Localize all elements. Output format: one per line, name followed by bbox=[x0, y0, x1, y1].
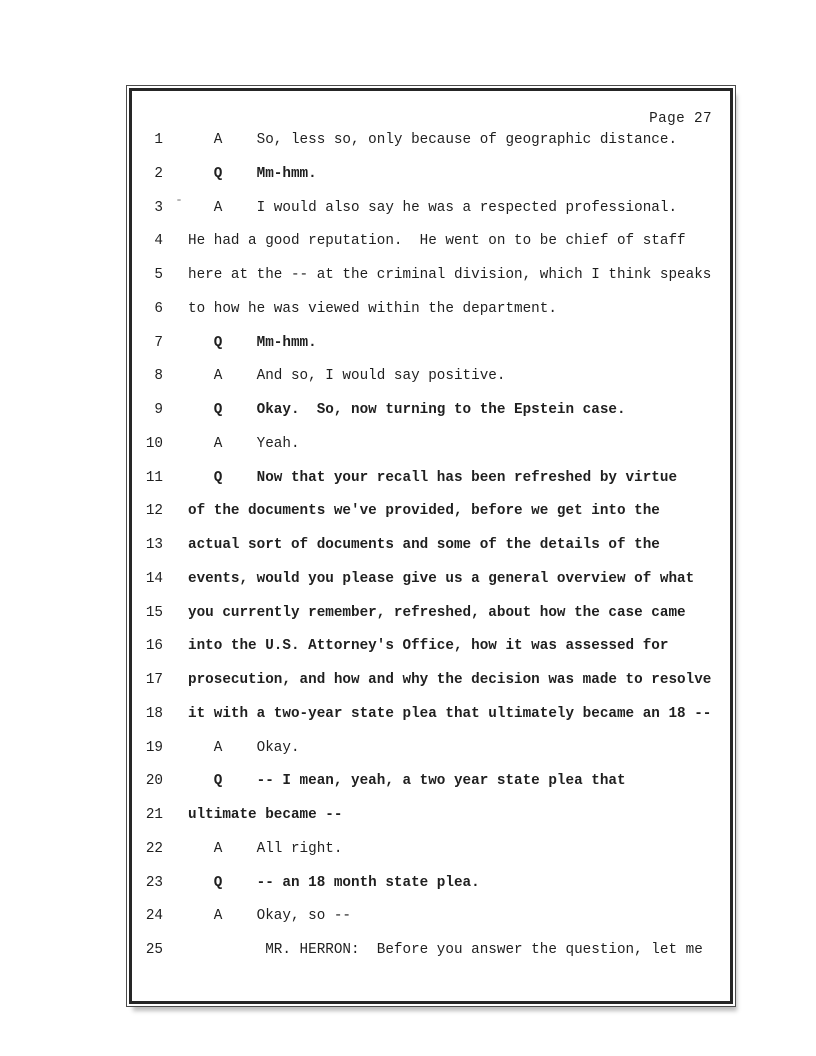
line-number: 16 bbox=[145, 638, 163, 655]
line-number: 23 bbox=[145, 874, 163, 891]
line-number: 6 bbox=[154, 300, 163, 317]
transcript-line bbox=[132, 606, 730, 640]
line-text: MR. HERRON: Before you answer the question, let me bbox=[188, 942, 703, 958]
line-number: 17 bbox=[145, 672, 163, 688]
page-number-header: Page 27 bbox=[649, 111, 712, 127]
line-text: Q Mm-hmm. bbox=[188, 334, 317, 351]
line-number: 22 bbox=[145, 840, 163, 857]
line-number: 9 bbox=[154, 402, 163, 418]
line-number: 11 bbox=[145, 469, 163, 486]
transcript-line bbox=[132, 774, 730, 808]
transcript-line bbox=[132, 876, 730, 910]
transcript-line bbox=[132, 538, 730, 572]
transcript-line bbox=[132, 268, 730, 302]
transcript-line bbox=[132, 741, 730, 775]
line-text: ultimate became -- bbox=[188, 807, 343, 823]
transcript-lines bbox=[132, 133, 730, 977]
line-number: 3 bbox=[154, 199, 163, 216]
line-text: here at the -- at the criminal division, which I think speaks bbox=[188, 267, 712, 283]
transcript-line bbox=[132, 234, 730, 268]
transcript-line bbox=[132, 808, 730, 842]
line-text: it with a two-year state plea that ultimately became an 18 -- bbox=[188, 705, 712, 722]
transcript-line bbox=[132, 133, 730, 167]
line-text: Q -- I mean, yeah, a two year state plea that bbox=[188, 773, 626, 790]
transcript-line bbox=[132, 302, 730, 336]
transcript-line bbox=[132, 639, 730, 673]
transcript-line bbox=[132, 471, 730, 505]
transcript-line bbox=[132, 369, 730, 403]
line-number: 15 bbox=[145, 604, 163, 621]
transcript-line bbox=[132, 673, 730, 707]
line-text: A All right. bbox=[188, 840, 343, 857]
line-text: He had a good reputation. He went on to be chief of staff bbox=[188, 233, 686, 250]
line-text: actual sort of documents and some of the details of the bbox=[188, 537, 660, 553]
transcript-page bbox=[129, 88, 733, 1004]
line-text: events, would you please give us a general overview of what bbox=[188, 570, 695, 587]
transcript-line bbox=[132, 707, 730, 741]
line-number: 13 bbox=[145, 537, 163, 553]
line-number: 10 bbox=[145, 435, 163, 452]
line-number: 21 bbox=[145, 807, 163, 823]
line-text: Q Okay. So, now turning to the Epstein case. bbox=[188, 402, 626, 418]
line-number: 5 bbox=[154, 267, 163, 283]
line-number: 18 bbox=[145, 705, 163, 722]
transcript-line bbox=[132, 842, 730, 876]
transcript-line bbox=[132, 167, 730, 201]
line-text: Q Mm-hmm. bbox=[188, 165, 317, 182]
line-text: prosecution, and how and why the decision was made to resolve bbox=[188, 672, 712, 688]
line-text: A Okay, so -- bbox=[188, 908, 352, 925]
transcript-line bbox=[132, 403, 730, 437]
line-text: A Okay. bbox=[188, 739, 300, 756]
line-number: 12 bbox=[145, 503, 163, 520]
line-text: Q -- an 18 month state plea. bbox=[188, 874, 480, 891]
line-text: of the documents we've provided, before we get into the bbox=[188, 503, 660, 520]
line-text: A And so, I would say positive. bbox=[188, 368, 506, 385]
line-number: 24 bbox=[145, 908, 163, 925]
line-text: to how he was viewed within the department. bbox=[188, 300, 557, 317]
line-number: 1 bbox=[154, 132, 163, 148]
transcript-line bbox=[132, 504, 730, 538]
line-number: 7 bbox=[154, 334, 163, 351]
line-number: 20 bbox=[145, 773, 163, 790]
line-text: A So, less so, only because of geographic distance. bbox=[188, 132, 678, 148]
transcript-line bbox=[132, 572, 730, 606]
line-text: you currently remember, refreshed, about how the case came bbox=[188, 604, 686, 621]
line-text: A Yeah. bbox=[188, 435, 300, 452]
line-text: A I would also say he was a respected professional. bbox=[188, 199, 678, 216]
line-number: 8 bbox=[154, 368, 163, 385]
line-number: 2 bbox=[154, 165, 163, 182]
transcript-line bbox=[132, 336, 730, 370]
line-number: 14 bbox=[145, 570, 163, 587]
transcript-line bbox=[132, 437, 730, 471]
transcript-line bbox=[132, 909, 730, 943]
transcript-line bbox=[132, 201, 730, 235]
line-number: 4 bbox=[154, 233, 163, 250]
line-number: 19 bbox=[145, 739, 163, 756]
transcript-line bbox=[132, 943, 730, 977]
line-number: 25 bbox=[145, 942, 163, 958]
line-text: into the U.S. Attorney's Office, how it was assessed for bbox=[188, 638, 669, 655]
line-text: Q Now that your recall has been refreshed by virtue bbox=[188, 469, 678, 486]
